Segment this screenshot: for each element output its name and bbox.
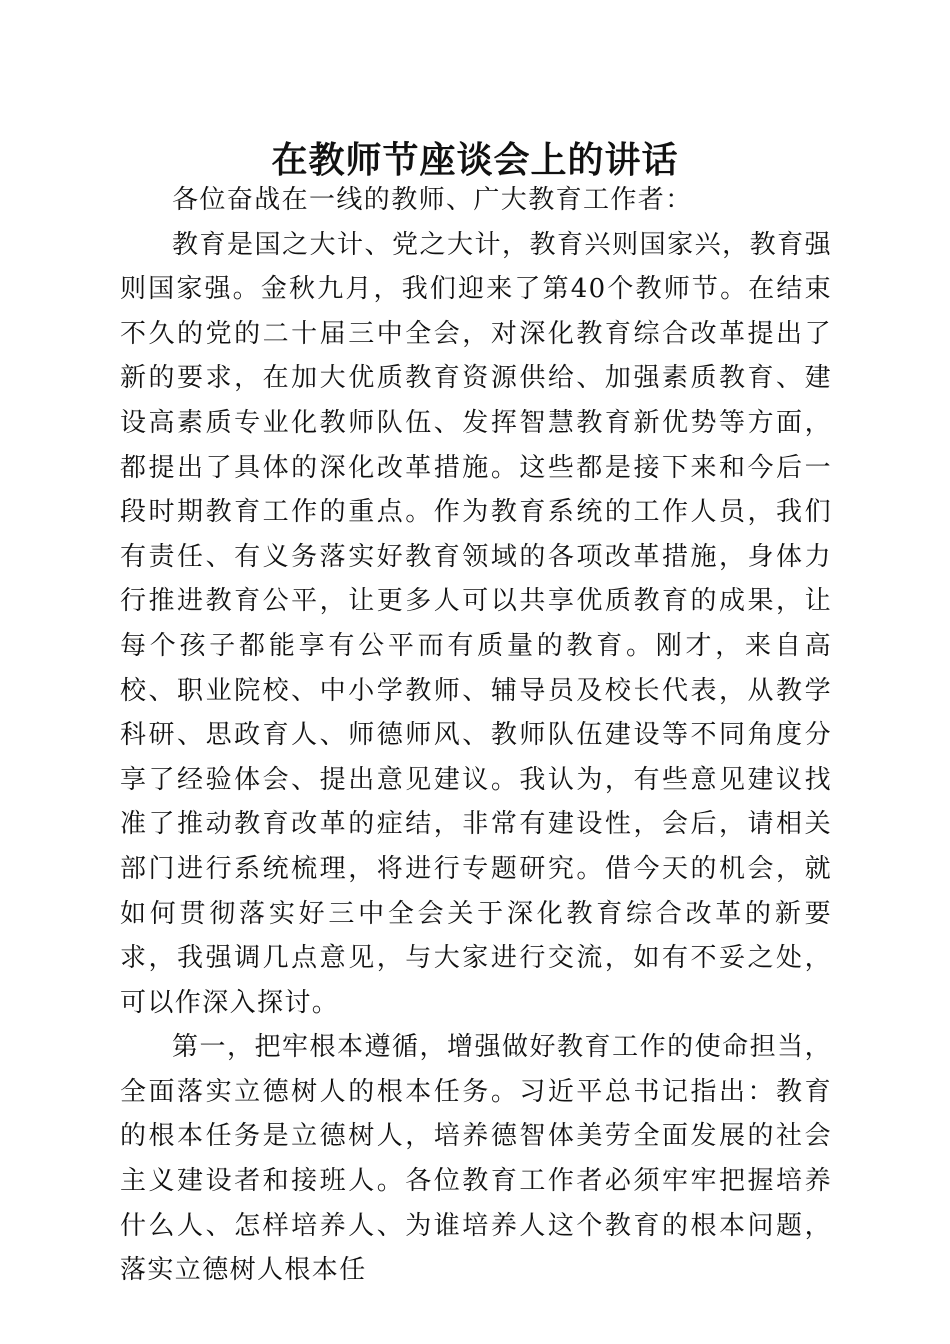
paragraph-opening: 教育是国之大计、党之大计，教育兴则国家兴，教育强则国家强。金秋九月，我们迎来了第40个教师节。在结束不久的党的二十届三中全会，对深化教育综合改革提出了新的要求，在加大优质教育资源供给、加强素质教育、建设高素质专业化教师队伍、发挥智慧教育新优势等方面，都提出了具体的深化改革措施。这些都是接下来和今后一段时期教育工作的重点。作为教育系统的工作人员，我们有责任、有义务落实好教育领域的各项改革措施，身体力行推进教育公平，让更多人可以共享优质教育的成果，让每个孩子都能享有公平而有质量的教育。刚才，来自高校、职业院校、中小学教师、辅导员及校长代表，从教学科研、思政育人、师德师风、教师队伍建设等不同角度分享了经验体会、提出意见建议。我认为，有些意见建议找准了推动教育改革的症结，非常有建设性，会后，请相关部门进行系统梳理，将进行专题研究。借今天的机会，就如何贯彻落实好三中全会关于深化教育综合改革的新要求，我强调几点意见，与大家进行交流，如有不妥之处，可以作深入探讨。 <box>120 229 832 1018</box>
salutation-paragraph: 各位奋战在一线的教师、广大教育工作者： <box>172 185 693 215</box>
document-body <box>120 178 832 1293</box>
paragraph-first-point: 第一，把牢根本遵循，增强做好教育工作的使命担当，全面落实立德树人的根本任务。习近平总书记指出：教育的根本任务是立德树人，培养德智体美劳全面发展的社会主义建设者和接班人。各位教育工作者必须牢牢把握培养什么人、怎样培养人、为谁培养人这个教育的根本问题，落实立德树人根本任 <box>120 1032 832 1286</box>
document-title: 在教师节座谈会上的讲话 <box>271 139 679 181</box>
